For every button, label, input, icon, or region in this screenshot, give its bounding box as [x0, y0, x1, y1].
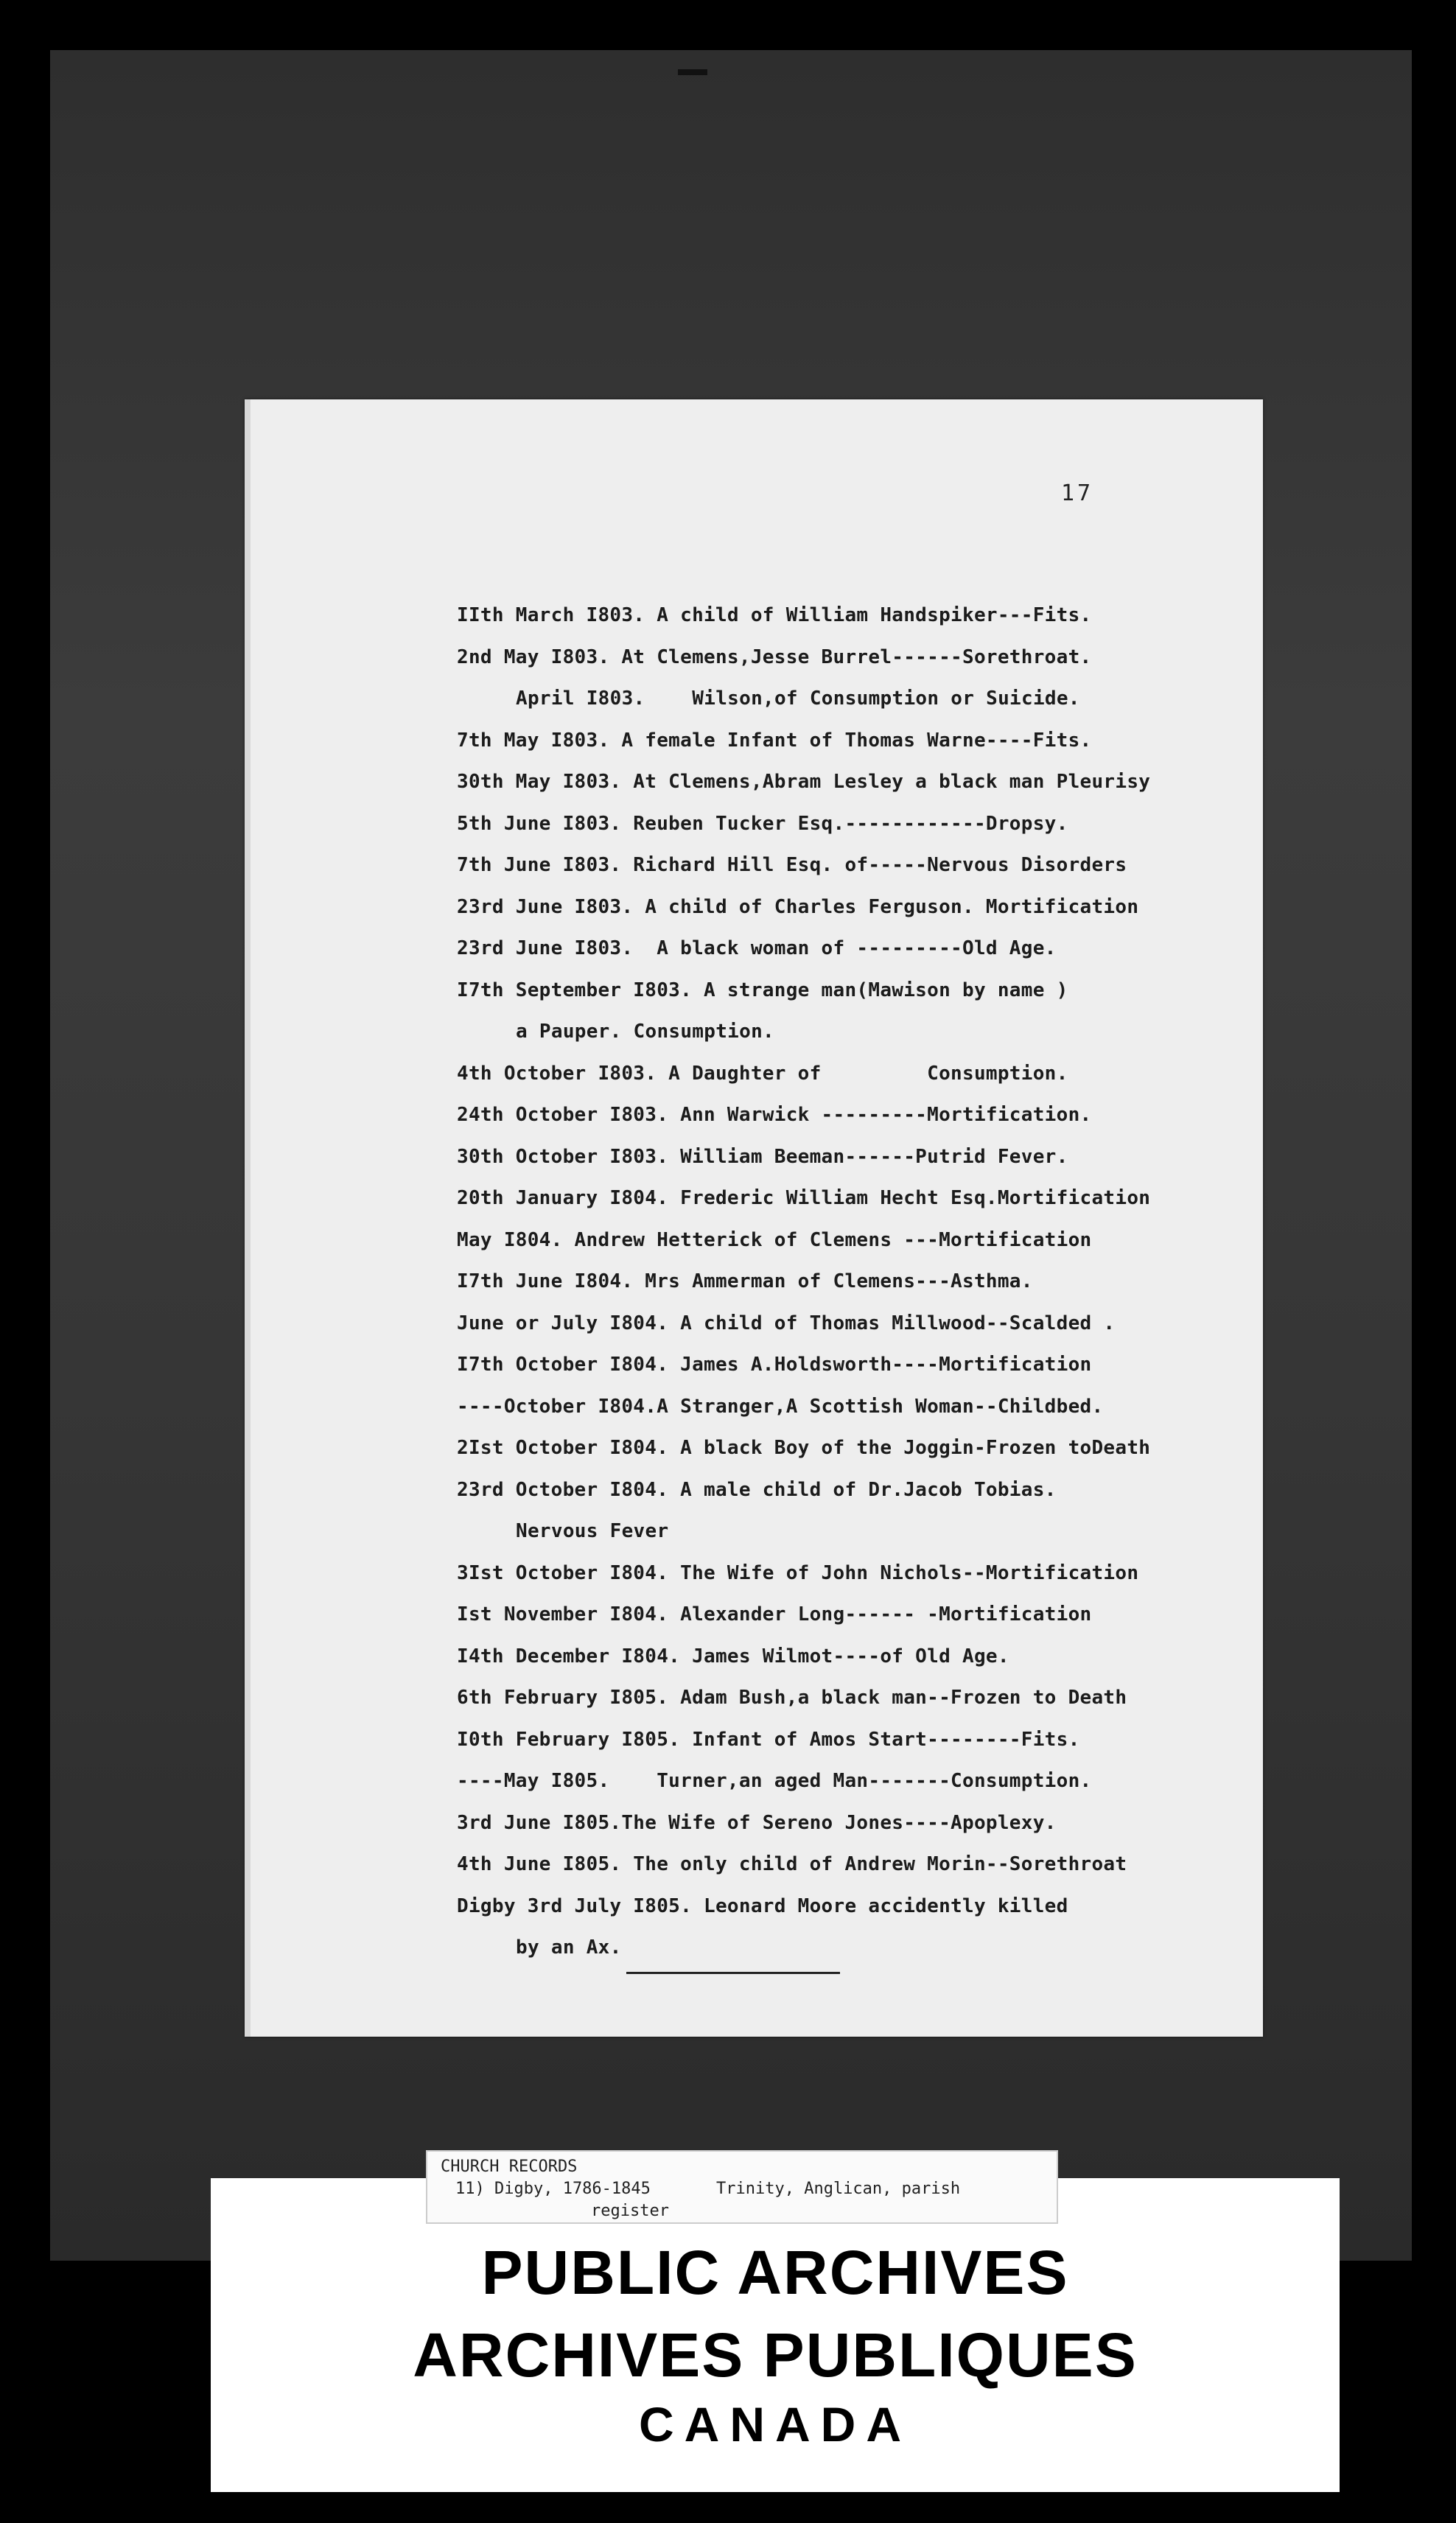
register-entry: 3Ist October I804. The Wife of John Nichols--Mortification — [457, 1561, 1139, 1584]
archives-banner — [211, 2178, 1340, 2492]
register-entry: ----October I804.A Stranger,A Scottish Woman--Childbed. — [457, 1395, 1104, 1418]
register-entry: I7th June I804. Mrs Ammerman of Clemens---Asthma. — [457, 1270, 1033, 1292]
register-entry: 4th October I803. A Daughter of Consumption. — [457, 1062, 1068, 1085]
register-entry: I7th October I804. James A.Holdsworth----Mortification — [457, 1354, 1092, 1376]
register-entry: May I804. Andrew Hetterick of Clemens ---Mortification — [457, 1228, 1092, 1251]
archives-title-french: ARCHIVES PUBLIQUES — [413, 2320, 1138, 2390]
label-type: register — [591, 2202, 669, 2220]
register-entry: Nervous Fever — [516, 1520, 669, 1542]
register-entry: 4th June I805. The only child of Andrew Morin--Sorethroat — [457, 1853, 1127, 1875]
register-entry: Ist November I804. Alexander Long------ -Mortification — [457, 1603, 1092, 1626]
register-entry: 2nd May I803. At Clemens,Jesse Burrel------Sorethroat. — [457, 645, 1092, 668]
register-entry: Digby 3rd July I805. Leonard Moore accidently killed — [457, 1894, 1068, 1917]
register-entry: ----May I805. Turner,an aged Man-------Consumption. — [457, 1770, 1092, 1792]
register-entry: I0th February I805. Infant of Amos Start--------Fits. — [457, 1728, 1080, 1751]
register-entry: 2Ist October I804. A black Boy of the Joggin-Frozen toDeath — [457, 1437, 1151, 1459]
register-entry: 3rd June I805.The Wife of Sereno Jones----Apoplexy. — [457, 1811, 1057, 1834]
register-entry: I4th December I804. James Wilmot----of Old Age. — [457, 1645, 1009, 1668]
register-entry: 20th January I804. Frederic William Hecht Esq.Mortification — [457, 1187, 1151, 1209]
register-entry: I7th September I803. A strange man(Mawison by name ) — [457, 979, 1068, 1001]
archives-country: CANADA — [639, 2397, 911, 2452]
register-entry: 23rd October I804. A male child of Dr.Jacob Tobias. — [457, 1478, 1057, 1501]
collection-label — [426, 2150, 1058, 2224]
register-entry: 24th October I803. Ann Warwick ---------Mortification. — [457, 1104, 1092, 1126]
end-rule — [626, 1972, 840, 1974]
register-page — [245, 399, 1263, 2037]
film-notch — [678, 69, 707, 75]
register-entry: 6th February I805. Adam Bush,a black man--Frozen to Death — [457, 1687, 1127, 1709]
register-entry: a Pauper. Consumption. — [516, 1021, 774, 1043]
archives-title-english: PUBLIC ARCHIVES — [481, 2238, 1069, 2307]
register-entry: by an Ax. — [516, 1936, 622, 1959]
register-entry: 23rd June I803. A child of Charles Ferguson. Mortification — [457, 895, 1139, 918]
burial-entries-list — [457, 595, 1245, 1969]
register-entry: 7th May I803. A female Infant of Thomas Warne----Fits. — [457, 729, 1092, 752]
label-category: CHURCH RECORDS — [441, 2158, 578, 2176]
register-entry: June or July I804. A child of Thomas Millwood--Scalded . — [457, 1312, 1116, 1334]
page-number: 17 — [1061, 480, 1094, 506]
register-entry: 5th June I803. Reuben Tucker Esq.------------Dropsy. — [457, 812, 1068, 835]
register-entry: 23rd June I803. A black woman of ---------Old Age. — [457, 937, 1057, 959]
register-entry: 30th October I803. William Beeman------Putrid Fever. — [457, 1145, 1068, 1168]
label-reel: 11) Digby, 1786-1845 — [455, 2180, 651, 2198]
register-entry: IIth March I803. A child of William Handspiker---Fits. — [457, 604, 1092, 626]
register-entry: 7th June I803. Richard Hill Esq. of-----Nervous Disorders — [457, 854, 1127, 876]
register-entry: April I803. Wilson,of Consumption or Suicide. — [516, 687, 1080, 710]
label-parish: Trinity, Anglican, parish — [716, 2180, 961, 2198]
register-entry: 30th May I803. At Clemens,Abram Lesley a black man Pleurisy — [457, 771, 1151, 793]
